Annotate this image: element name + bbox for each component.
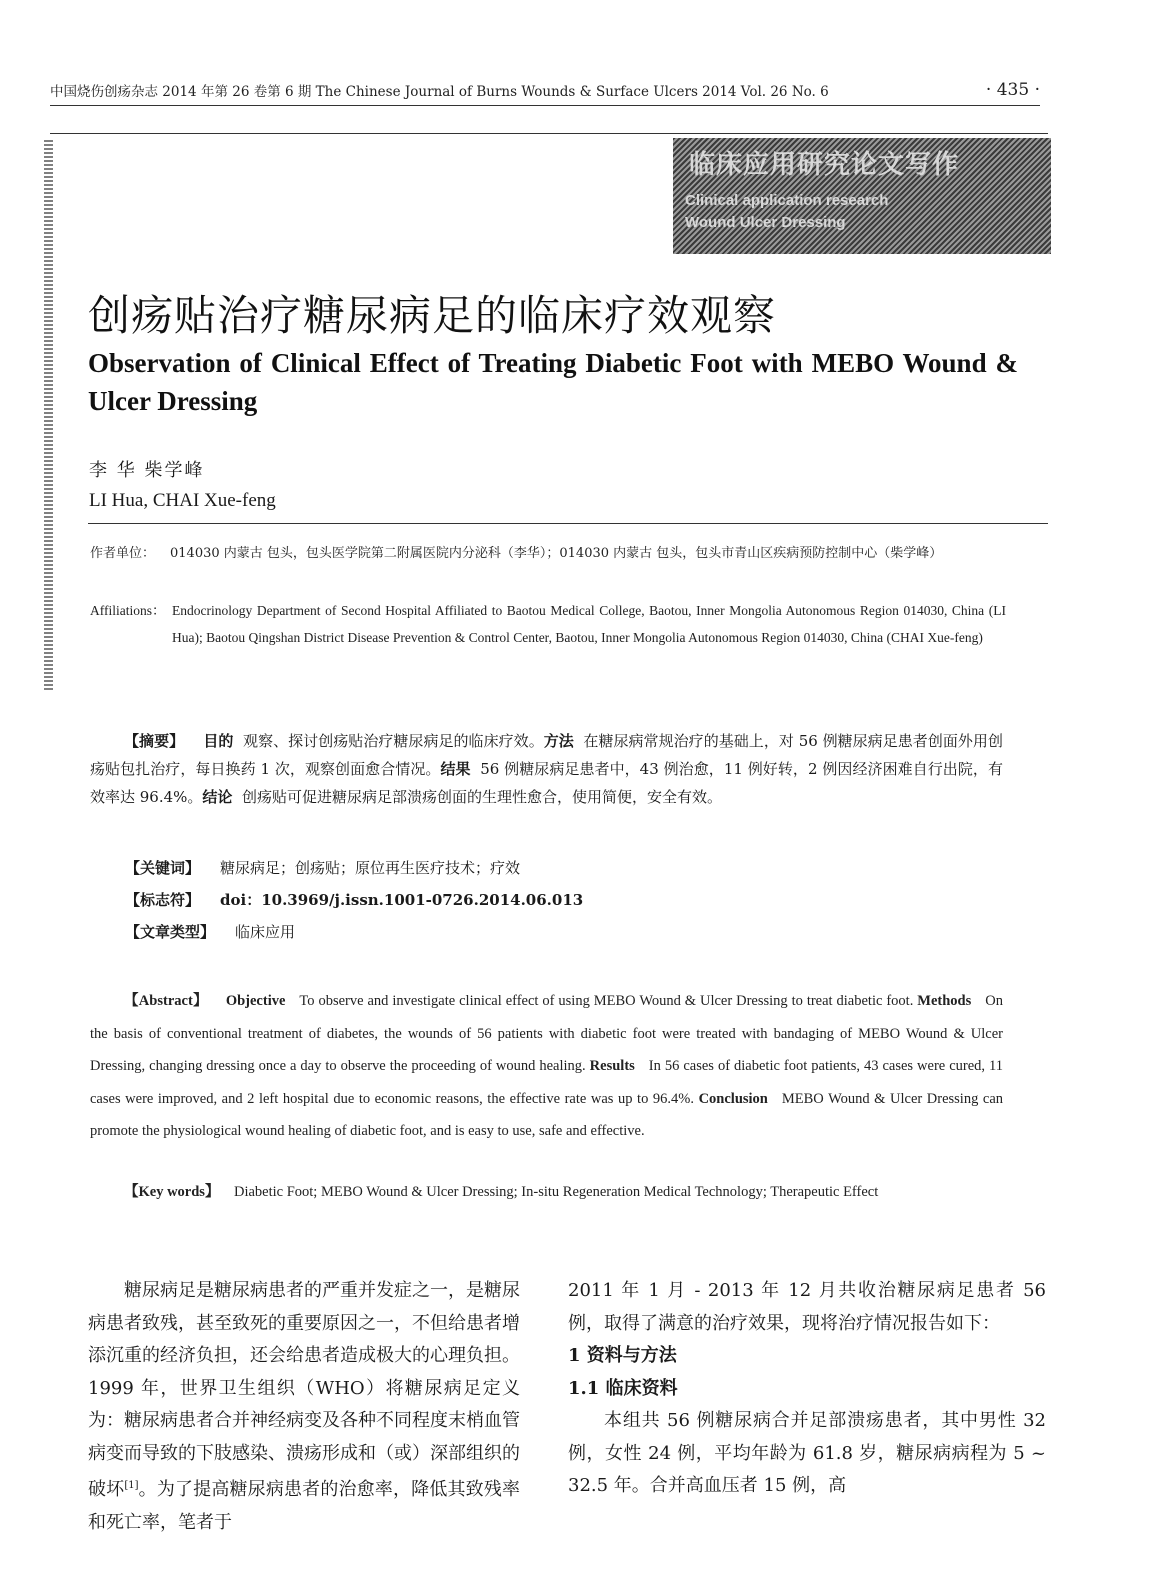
- body-paragraph: [88, 1275, 520, 1539]
- header-rule: [50, 105, 1040, 106]
- article-type-label: 【文章类型】: [125, 923, 216, 941]
- title-cn: 创疡贴治疗糖尿病足的临床疗效观察: [88, 291, 777, 340]
- keywords-cn-label: 【关键词】: [125, 859, 201, 877]
- conclusion-label-en: Conclusion: [698, 1090, 768, 1107]
- objective-cn: 观察、探讨创疡贴治疗糖尿病足的临床疗效。: [243, 732, 544, 750]
- body-column-left: [88, 1275, 520, 1539]
- conclusion-label-cn: 结论: [202, 788, 233, 806]
- keywords-en-value: Diabetic Foot; MEBO Wound & Ulcer Dressing; In-situ Regeneration Medical Technology; Therapeutic Effect: [233, 1184, 879, 1200]
- objective-label-en: Objective: [225, 993, 286, 1009]
- article-type-row: [125, 921, 295, 942]
- decorative-side-strip: [44, 140, 53, 692]
- body-right-text-2: 本组共 56 例糖尿病合并足部溃疡患者，其中男性 32 例，女性 24 例，平均年龄为 61.8 岁，糖尿病病程为 5 ~ 32.5 年。合并高血压者 15 例，高: [568, 1410, 1046, 1496]
- results-en: In 56 cases of diabetic foot patients, 43 cases were cured, 11 cases were improved, and 2 left hospital due to economic reasons, the effective rate was up to 96.4%.: [90, 1058, 1003, 1107]
- journal-citation: 中国烧伤创疡杂志 2014 年第 26 卷第 6 期 The Chinese Journal of Burns Wounds & Surface Ulcers 2014 Vol. 26 No. 6: [50, 84, 829, 100]
- results-cn: 56 例糖尿病足患者中，43 例治愈，11 例好转，2 例因经济困难自行出院，有效率达 96.4%。: [90, 760, 1003, 806]
- affiliation-cn-text: 014030 内蒙古 包头，包头医学院第二附属医院内分泌科（李华）；014030 内蒙古 包头，包头市青山区疾病预防控制中心（柴学峰）: [170, 546, 943, 561]
- top-rule: [50, 133, 1048, 134]
- keywords-cn: [125, 857, 520, 878]
- conclusion-en: MEBO Wound & Ulcer Dressing can promote the physiological wound healing of diabetic foot, and is easy to use, safe and effective.: [90, 1090, 1004, 1139]
- body-left-text-end: 。为了提高糖尿病患者的治愈率，降低其致残率和死亡率，笔者于: [88, 1479, 521, 1533]
- methods-en: On the basis of conventional treatment of diabetes, the wounds of 56 patients with diabetic foot were treated with bandaging of MEBO Wound & Ulcer Dressing, changing dressing once a day to observe the proceeding of wound healing.: [90, 993, 1003, 1074]
- section-heading-1-1: 1.1 临床资料: [568, 1377, 678, 1399]
- keywords-en-label: 【Key words】: [124, 1184, 220, 1200]
- section-heading-1: 1 资料与方法: [568, 1345, 677, 1366]
- running-header: [50, 80, 1040, 102]
- banner-en: [685, 190, 888, 234]
- section-banner: [673, 138, 1051, 254]
- keywords-cn-value: 糖尿病足；创疡贴；原位再生医疗技术；疗效: [220, 859, 521, 877]
- abstract-en: [90, 985, 1003, 1148]
- authors-cn: 李 华 柴学峰: [89, 460, 205, 481]
- title-en: Observation of Clinical Effect of Treating Diabetic Foot with MEBO Wound & Ulcer Dressing: [88, 348, 1018, 416]
- results-label-en: Results: [589, 1058, 635, 1074]
- doi-value: doi：10.3969/j.issn.1001-0726.2014.06.013: [220, 891, 584, 909]
- objective-en: To observe and investigate clinical effect of using MEBO Wound & Ulcer Dressing to treat diabetic foot.: [299, 993, 914, 1009]
- affiliation-en-text: Endocrinology Department of Second Hospital Affiliated to Baotou Medical College, Baotou, Inner Mongolia Autonomous Region 014030, China (LI Hua); Baotou Qingshan District Disease Prevention & Control Center, Baotou, Inner Mongolia Autonomous Region 014030, China (CHAI Xue-feng): [172, 603, 1006, 645]
- reference-marker: [1]: [124, 1480, 139, 1491]
- article-type-value: 临床应用: [235, 923, 296, 941]
- body-right-text: 2011 年 1 月 - 2013 年 12 月共收治糖尿病足患者 56 例，取得了满意的治疗效果，现将治疗情况报告如下：: [568, 1280, 1046, 1334]
- banner-cn: 临床应用研究论文写作: [689, 149, 960, 179]
- abstract-cn: [90, 727, 1003, 811]
- affiliation-cn-label: 作者单位：: [90, 546, 156, 561]
- objective-label-cn: 目的: [203, 732, 234, 750]
- abstract-cn-label: 【摘要】: [124, 732, 185, 750]
- banner-en-line2: Wound Ulcer Dressing: [685, 214, 846, 231]
- body-column-right: [568, 1275, 1046, 1503]
- doi-label: 【标志符】: [125, 891, 201, 909]
- banner-en-line1: Clinical application research: [685, 192, 889, 209]
- methods-cn: 在糖尿病常规治疗的基础上，对 56 例糖尿病足患者创面外用创疡贴包扎治疗，每日换药 1 次，观察创面愈合情况。: [90, 732, 1003, 778]
- keywords-en: [90, 1176, 1003, 1208]
- doi-row: [125, 889, 583, 910]
- methods-label-cn: 方法: [543, 732, 574, 750]
- methods-label-en: Methods: [917, 993, 972, 1009]
- body-left-text: 糖尿病足是糖尿病患者的严重并发症之一，是糖尿病患者致残，甚至致死的重要原因之一，不但给患者增添沉重的经济负担，还会给患者造成极大的心理负担。1999 年，世界卫生组织（WHO）将糖尿病足定义为：糖尿病患者合并神经病变及各种不同程度末梢血管病变而导致的下肢感染、溃疡形成和（或）深部组织的破坏: [88, 1280, 520, 1500]
- page-number: · 435 ·: [985, 80, 1040, 100]
- conclusion-cn: 创疡贴可促进糖尿病足部溃疡创面的生理性愈合，使用简便，安全有效。: [241, 788, 722, 806]
- affiliation-en-label: Affiliations：: [90, 603, 166, 618]
- abstract-en-label: 【Abstract】: [124, 993, 208, 1009]
- author-rule: [88, 523, 1048, 524]
- authors-en: LI Hua, CHAI Xue-feng: [89, 490, 276, 511]
- results-label-cn: 结果: [440, 760, 471, 778]
